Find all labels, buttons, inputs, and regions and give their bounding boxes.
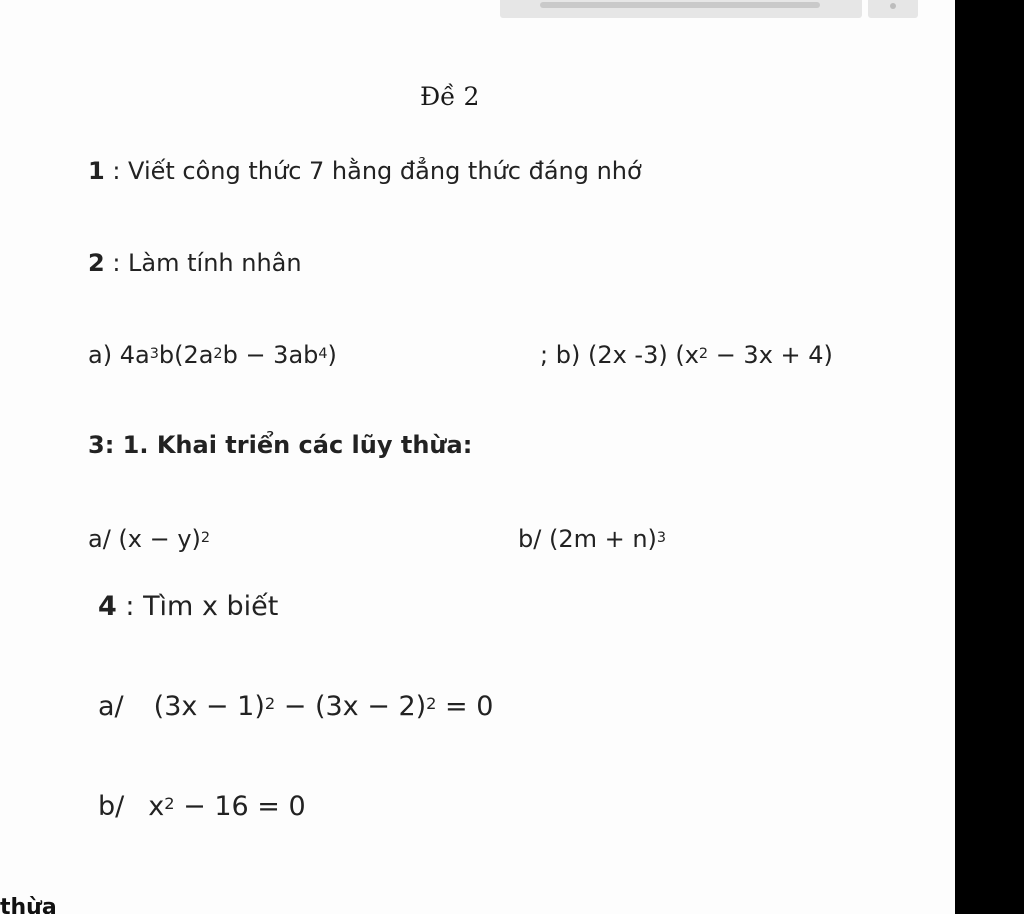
question-4a-expression: $(3x - 1)^2 - (3x - 2)^2 = 0$ <box>153 691 494 722</box>
question-4a <box>98 692 493 722</box>
toolbar-blurred-text <box>540 2 820 8</box>
question-2a-label: a) <box>88 341 120 369</box>
question-2a <box>88 340 337 370</box>
question-2 <box>88 248 302 278</box>
question-1-number: 1 <box>88 157 105 185</box>
question-2b-expression: (2x -3) $(x^2 - 3x + 4)$ <box>587 341 833 369</box>
question-1-text: Viết công thức 7 hằng đẳng thức đáng nhớ <box>128 157 642 185</box>
question-2b-label: ; b) <box>540 341 588 369</box>
question-4-separator: : <box>116 591 144 622</box>
question-3b-expression: $(2m + n)^3$ <box>548 525 667 553</box>
question-4b-expression: $x^2 - 16 = 0$ <box>148 791 306 822</box>
question-3 <box>88 430 472 460</box>
question-2a-expression: $4a^3b(2a^2b - 3ab^4)$ <box>119 341 337 369</box>
question-3b <box>518 524 666 554</box>
document-title: Đề 2 <box>420 82 480 111</box>
question-1-separator: : <box>104 157 129 185</box>
question-4-text: Tìm x biết <box>143 591 279 622</box>
top-toolbar[interactable] <box>500 0 862 18</box>
question-2-number: 2 <box>88 249 105 277</box>
toolbar-menu-button[interactable] <box>868 0 918 18</box>
right-black-bar <box>955 0 1024 914</box>
question-2b <box>540 340 833 370</box>
question-3a <box>88 524 210 554</box>
question-4b <box>98 792 306 822</box>
question-2-separator: : <box>104 249 129 277</box>
question-4 <box>98 592 278 622</box>
question-4a-label: a/ <box>98 691 124 722</box>
question-3-text: 3: 1. Khai triển các lũy thừa: <box>88 431 473 459</box>
footer-cut-text: thừa <box>0 895 57 914</box>
question-2-text: Làm tính nhân <box>128 249 302 277</box>
question-3a-label: a/ <box>88 525 119 553</box>
question-3a-expression: $(x - y)^2$ <box>118 525 211 553</box>
question-3b-label: b/ <box>518 525 549 553</box>
question-4b-label: b/ <box>98 791 125 822</box>
question-4-number: 4 <box>98 591 117 622</box>
question-1 <box>88 156 642 186</box>
